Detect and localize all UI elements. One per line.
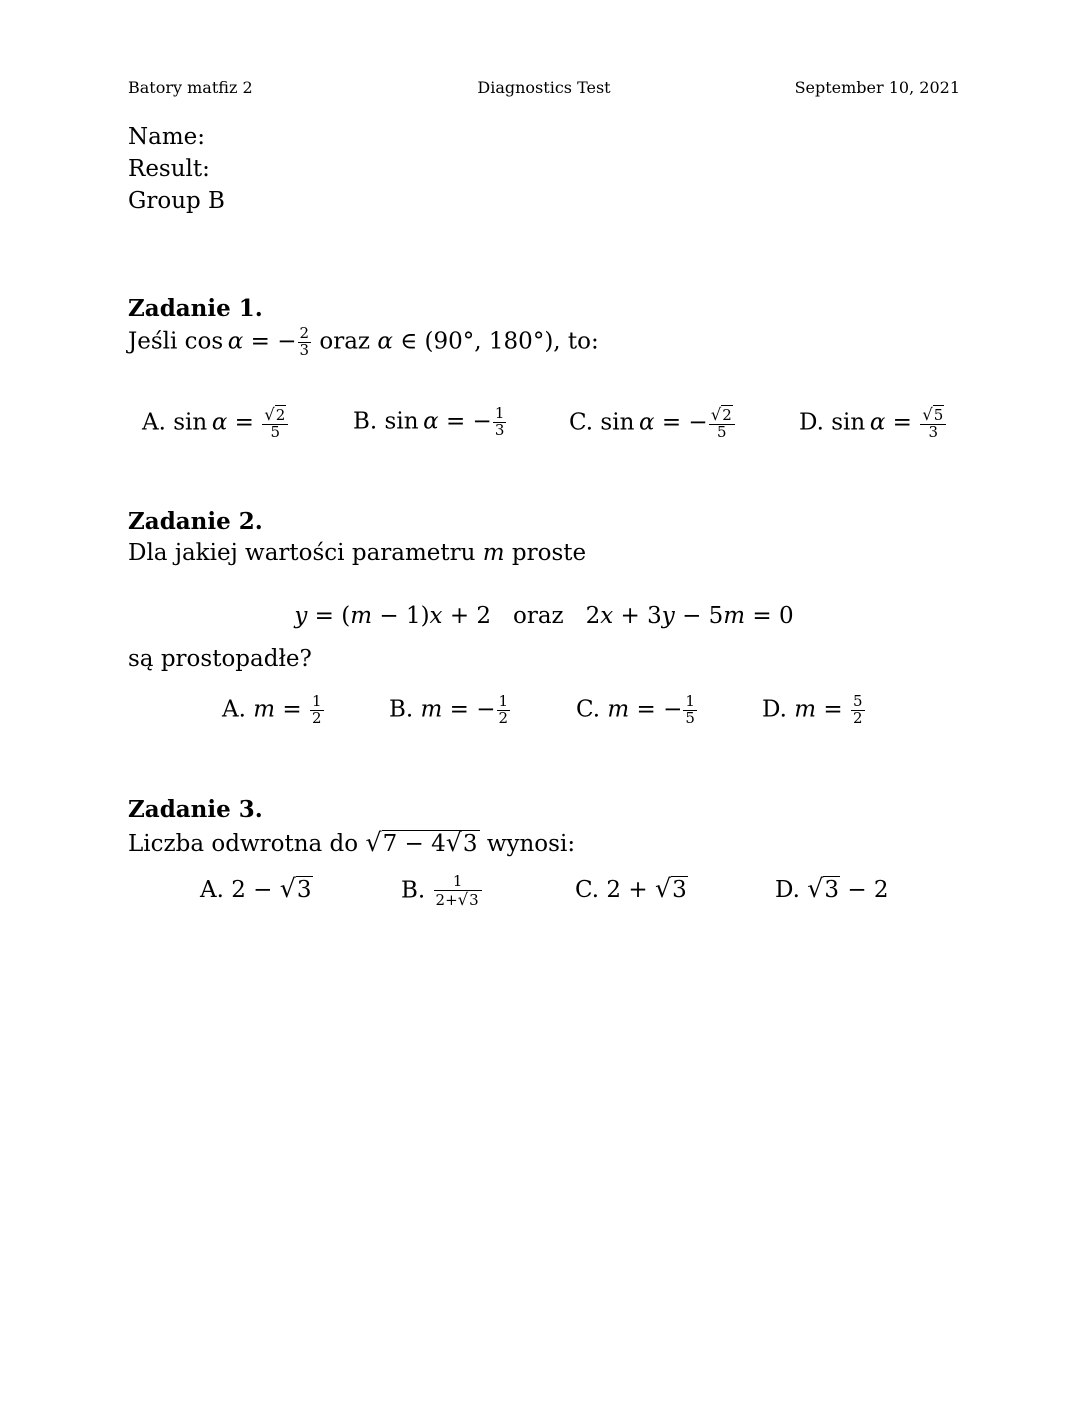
task-1-answer-c: C. sin α = − $\frac{√2}{5}$	[569, 406, 736, 441]
task-1-text-suffix: , to:	[553, 328, 599, 355]
fraction: $\frac{2}{3}$	[299, 324, 310, 359]
task-2-answer-c: C. m = − $\frac{1}{5}$	[576, 692, 695, 727]
task-3-text-suffix: wynosi:	[486, 831, 576, 857]
radical: √7 − 4√3	[365, 828, 478, 857]
task-3-answer-d: D. √3 − 2	[775, 874, 889, 903]
task-3-question	[128, 828, 575, 857]
task-1-title: Zadanie 1.	[128, 295, 263, 322]
task-3-answer-c: C. 2 + √3	[575, 874, 687, 903]
task-2-title: Zadanie 2.	[128, 508, 263, 535]
task-2-answer-a: A. m = $\frac{1}{2}$	[222, 692, 322, 727]
fraction: $\frac{√2}{5}$	[709, 406, 735, 441]
task-1-answer-d: D. sin α = $\frac{√5}{3}$	[799, 406, 947, 441]
task-1-answer-b: B. sin α = − $\frac{1}{3}$	[353, 404, 505, 439]
task-2-question: Dla jakiej wartości parametru m proste	[128, 540, 587, 566]
task-1-answer-a: A. sin α = $\frac{√2}{5}$	[142, 406, 289, 441]
fraction: $\frac{1}{3}$	[494, 404, 505, 439]
task-1-text-conj: oraz	[319, 328, 371, 355]
result-label: Result:	[128, 156, 210, 182]
group-label: Group B	[128, 188, 225, 214]
task-2-text-prefix: Dla jakiej wartości parametru	[128, 540, 476, 566]
fraction: $\frac{5}{2}$	[852, 692, 863, 727]
header-course: Batory matfiz 2	[128, 78, 253, 97]
task-2-equation-conj: oraz	[513, 603, 564, 629]
task-2-answer-b: B. m = − $\frac{1}{2}$	[389, 692, 509, 727]
task-3-text-prefix: Liczba odwrotna do	[128, 831, 359, 857]
header-date: September 10, 2021	[794, 78, 960, 97]
task-2-equation: y = (m − 1)x + 2 oraz 2x + 3y − 5m = 0	[294, 603, 794, 629]
task-2-answer-d: D. m = $\frac{5}{2}$	[762, 692, 863, 727]
task-2-text-after: są prostopadłe?	[128, 646, 312, 672]
task-3-answer-a: A. 2 − √3	[200, 874, 312, 903]
fraction: $\frac{1}{2}$	[498, 692, 509, 727]
task-3-title: Zadanie 3.	[128, 796, 263, 823]
fraction: $\frac{√2}{5}$	[262, 406, 288, 441]
task-3-answer-b: B. $\frac{1}{2+√3}$	[401, 874, 483, 909]
fraction: $\frac{√5}{3}$	[920, 406, 946, 441]
fraction: $\frac{1}{5}$	[685, 692, 695, 727]
header-title: Diagnostics Test	[477, 78, 611, 97]
task-2-text-suffix: proste	[511, 540, 587, 566]
name-label: Name:	[128, 124, 206, 150]
task-1-question: Jeśli cos α = − $\frac{2}{3}$ oraz α ∈ (90°, 180°), to:	[128, 324, 599, 359]
task-1-text-prefix: Jeśli	[128, 328, 178, 355]
fraction: $\frac{1}{2+√3}$	[434, 874, 482, 909]
fraction: $\frac{1}{2}$	[311, 692, 322, 727]
